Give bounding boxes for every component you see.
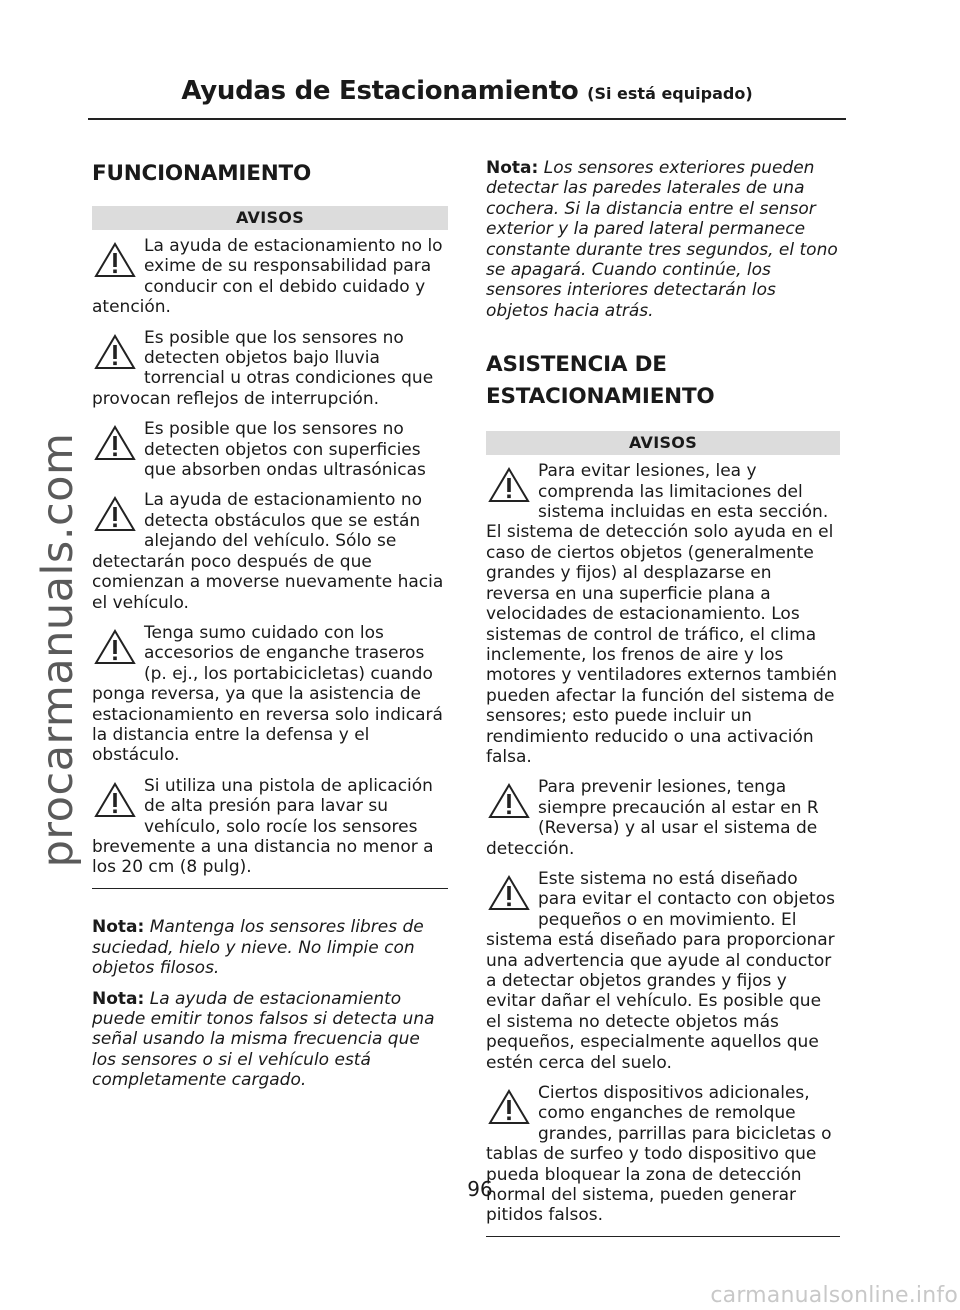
warning-text: Para evitar lesiones, lea y comprenda las limitaciones del sistema incluidas en esta sección. El sistema de detección solo ayuda en el caso de ciertos objetos (generalmente grandes y fijos) al desplazarse en reversa en una superficie plana a velocidades de estacionamiento. Los sistemas de control de tráfico, el clima inclemente, los frenos de aire y los motores y ventiladores externos también pueden afectar la función del sistema de sensores; esto puede incluir un rendimiento reducido o una activación falsa. xyxy=(486,461,838,767)
warnings-header: AVISOS xyxy=(486,431,840,455)
warning-text: Tenga sumo cuidado con los accesorios de enganche traseros (p. ej., los portabicicletas) cuando ponga reversa, ya que la asistencia de estacionamiento en reversa solo indicará la distancia entre la defensa y el obstáculo. xyxy=(92,622,443,766)
warnings-header: AVISOS xyxy=(92,206,448,230)
warning-triangle-icon xyxy=(486,869,534,929)
left-column xyxy=(92,158,448,1101)
warning-item xyxy=(92,776,448,878)
page-header xyxy=(88,76,846,106)
warning-text: Ciertos dispositivos adicionales, como enganches de remolque grandes, parrillas para bicicletas o tablas de surfeo y todo dispositivo que pueda bloquear la zona de detección normal del sistema, pueden generar pitidos falsos. xyxy=(486,1083,832,1226)
warning-triangle-icon xyxy=(92,328,140,388)
warning-triangle-icon xyxy=(92,490,140,550)
warning-item xyxy=(92,490,448,612)
header-subtitle: (Si está equipado) xyxy=(587,84,753,103)
right-column xyxy=(486,158,840,1265)
section-title-asistencia: ASISTENCIA DE ESTACIONAMIENTO xyxy=(486,352,715,410)
warning-item xyxy=(486,869,840,1073)
header-title: Ayudas de Estacionamiento xyxy=(181,76,579,106)
warning-text: Es posible que los sensores no detecten objetos bajo lluvia torrencial u otras condiciones que provocan reflejos de interrupción. xyxy=(92,327,434,409)
warning-item xyxy=(486,461,840,767)
warning-text: La ayuda de estacionamiento no lo exime de su responsabilidad para conducir con el debido cuidado y atención. xyxy=(92,236,443,318)
warnings-end-divider xyxy=(486,1236,840,1238)
note-text: Los sensores exteriores pueden detectar las paredes laterales de una cochera. Si la distancia entre el sensor exterior y la pared lateral permanece constante durante tres segundos, el tono se apagará. Cuando continúe, los sensores interiores detectarán los objetos hacia atrás. xyxy=(486,158,838,321)
footer-watermark: carmanualsonline.info xyxy=(710,1283,958,1308)
side-watermark: procarmanuals.com xyxy=(33,432,83,868)
warning-item xyxy=(92,623,448,766)
warning-triangle-icon xyxy=(92,236,140,296)
warning-triangle-icon xyxy=(486,777,534,837)
warning-item xyxy=(486,1083,840,1226)
warning-item xyxy=(92,236,448,318)
note-paragraph xyxy=(92,917,448,978)
warning-triangle-icon xyxy=(92,419,140,479)
warning-item xyxy=(92,419,448,480)
note-label: Nota: xyxy=(92,988,145,1009)
warning-triangle-icon xyxy=(486,1083,534,1143)
note-paragraph xyxy=(92,989,448,1091)
warning-text: Este sistema no está diseñado para evitar el contacto con objetos pequeños o en movimiento. El sistema está diseñado para proporcionar una advertencia que ayude al conductor a detectar objetos grandes y fijos y evitar dañar el vehículo. Es posible que el sistema no detecte objetos más pequeños, especialmente aquellos que estén cerca del suelo. xyxy=(486,868,835,1073)
note-paragraph xyxy=(486,158,840,321)
warning-item xyxy=(486,777,840,859)
warnings-end-divider xyxy=(92,888,448,890)
section-title-funcionamiento: FUNCIONAMIENTO xyxy=(92,161,312,186)
warning-text: Es posible que los sensores no detecten objetos con superficies que absorben ondas ultrasónicas xyxy=(144,419,426,481)
note-label: Nota: xyxy=(486,158,539,178)
warning-item xyxy=(92,328,448,410)
warning-text: Si utiliza una pistola de aplicación de alta presión para lavar su vehículo, solo rocíe los sensores brevemente a una distancia no menor a los 20 cm (8 pulg). xyxy=(92,775,434,878)
note-label: Nota: xyxy=(92,917,145,938)
warning-text: Para prevenir lesiones, tenga siempre precaución al estar en R (Reversa) y al usar el sistema de detección. xyxy=(486,777,819,859)
note-text: La ayuda de estacionamiento puede emitir tonos falsos si detecta una señal usando la misma frecuencia que los sensores o si el vehículo está completamente cargado. xyxy=(92,988,435,1091)
warning-text: La ayuda de estacionamiento no detecta obstáculos que se están alejando del vehículo. Sólo se detectarán poco después de que comienzan a moverse nuevamente hacia el vehículo. xyxy=(92,490,444,613)
warning-triangle-icon xyxy=(92,623,140,683)
page-number: 96 xyxy=(467,1177,493,1201)
warning-triangle-icon xyxy=(92,776,140,836)
note-text: Mantenga los sensores libres de suciedad, hielo y nieve. No limpie con objetos filosos. xyxy=(92,917,424,979)
header-divider xyxy=(88,118,846,120)
warning-triangle-icon xyxy=(486,461,534,521)
